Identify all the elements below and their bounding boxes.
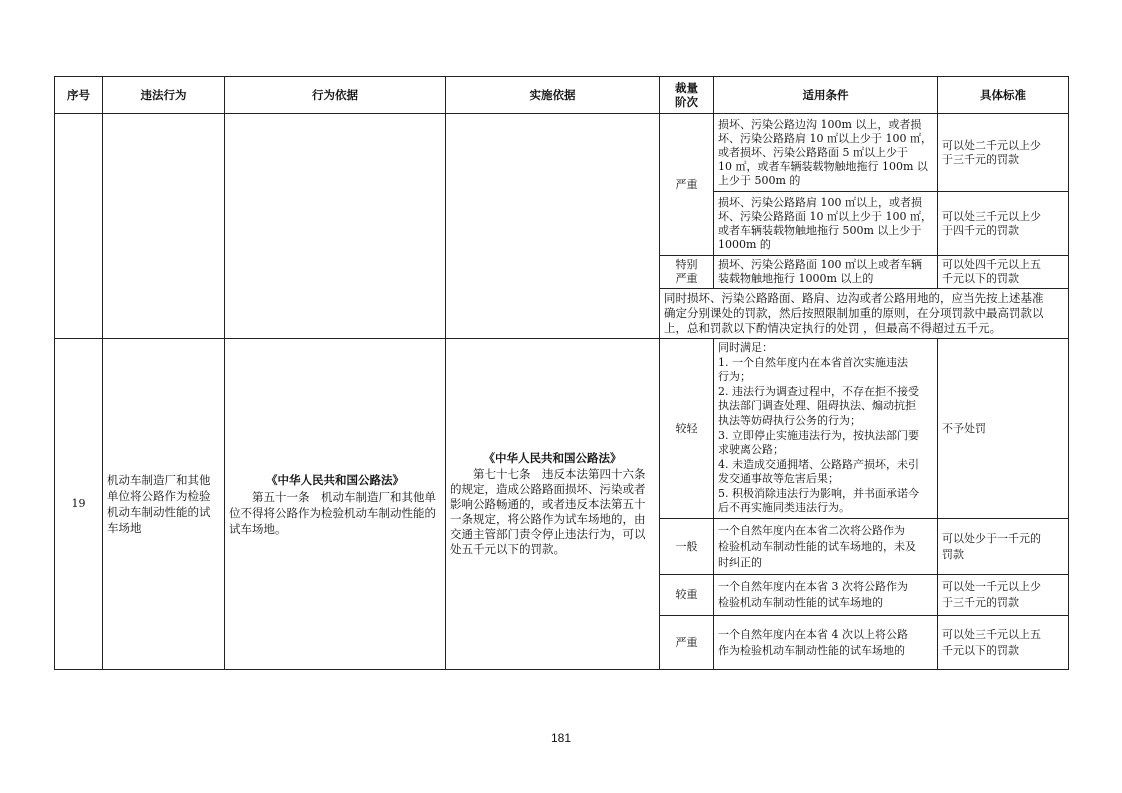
level-serious: 严重 xyxy=(660,114,714,256)
standard-cell xyxy=(938,192,1069,256)
header-violation: 违法行为 xyxy=(103,77,225,114)
standard-cell xyxy=(938,575,1069,616)
condition-cell xyxy=(714,519,938,575)
condition-cell xyxy=(714,192,938,256)
std-line: 于三千元的罚款 xyxy=(942,152,1019,166)
cond-line: 装载物触地拖行 1000m 以上的 xyxy=(718,272,874,285)
cont-violation-cell xyxy=(103,114,225,339)
header-seq: 序号 xyxy=(55,77,103,114)
cond-line: 执法部门调查处理、阻碍执法、煽动抗拒 xyxy=(718,399,916,413)
level-minor: 较轻 xyxy=(660,339,714,519)
cond-line: 发交通事故等危害后果； xyxy=(718,472,839,486)
cond-line: 或者车辆装载物触地拖行 500m 以上少于 xyxy=(718,223,922,237)
level-serious: 严重 xyxy=(660,616,714,670)
basis-text: 第五十一条 机动车制造厂和其他单位不得将公路作为检验机动车制动性能的试车场地。 xyxy=(229,489,436,536)
cond-line: 损坏、污染公路路肩 100 ㎡以上，或者损 xyxy=(718,195,922,209)
cond-line: 求驶离公路； xyxy=(718,443,784,457)
cond-line: 后不再实施同类违法行为。 xyxy=(718,501,850,515)
cond-line: 一个自然年度内在本省 3 次将公路作为 xyxy=(718,580,908,593)
cond-line: 一个自然年度内在本省二次将公路作为 xyxy=(718,523,905,537)
cont-impl-cell xyxy=(446,114,660,339)
row19-basis xyxy=(225,339,446,670)
cond-line: 2. 违法行为调查过程中，不存在拒不接受 xyxy=(718,384,919,398)
violation-line: 车场地 xyxy=(107,521,142,535)
level-line: 特别 xyxy=(675,258,698,271)
header-impl: 实施依据 xyxy=(446,77,660,114)
standard-cell xyxy=(938,256,1069,289)
cond-line: 执法等妨碍执行公务的行为； xyxy=(718,413,861,427)
std-line: 可以处少于一千元的 xyxy=(942,531,1041,545)
row19-impl xyxy=(446,339,660,670)
standard-cell xyxy=(938,616,1069,670)
basis-law-title: 《中华人民共和国公路法》 xyxy=(266,472,404,487)
std-line: 千元以下的罚款 xyxy=(942,272,1019,285)
page-number: 181 xyxy=(550,731,572,745)
cond-line: 4. 未造成交通拥堵、公路路产损坏，未引 xyxy=(718,457,919,471)
cond-line: 5. 积极消除违法行为影响，并书面承诺今 xyxy=(718,486,919,500)
condition-cell xyxy=(714,256,938,289)
cond-line: 1. 一个自然年度内在本省首次实施违法 xyxy=(718,355,908,369)
impl-text: 第七十七条 违反本法第四十六条的规定，造成公路路面损坏、污染或者影响公路畅通的，或者违反本法第五十一条规定，将公路作为试车场地的，由交通主管部门责令停止违法行为，可以处五千元以下的罚款。 xyxy=(450,467,646,556)
std-line: 罚款 xyxy=(942,547,964,561)
header-level xyxy=(660,77,714,114)
level-general: 一般 xyxy=(660,519,714,575)
header-level-line2: 阶次 xyxy=(675,95,698,109)
cond-line: 时纠正的 xyxy=(718,555,762,569)
cond-line: 检验机动车制动性能的试车场地的 xyxy=(718,596,883,609)
cond-line: 损坏、污染公路边沟 100m 以上，或者损 xyxy=(718,117,922,131)
header-condition: 适用条件 xyxy=(714,77,938,114)
level-special-serious xyxy=(660,256,714,289)
cond-line: 一个自然年度内在本省 4 次以上将公路 xyxy=(718,627,908,641)
level-line: 严重 xyxy=(675,272,698,285)
cond-line: 同时满足： xyxy=(718,340,773,354)
std-line: 可以处一千元以上少 xyxy=(942,580,1041,593)
cond-line: 坏、污染公路路面 10 ㎡以上少于 100 ㎡， xyxy=(718,209,932,223)
level-heavier: 较重 xyxy=(660,575,714,616)
cond-line: 检验机动车制动性能的试车场地的，未及 xyxy=(718,539,916,553)
note-cell xyxy=(660,289,1069,339)
note-line: 上，总和罚款以下酌情决定执行的处罚 ，但最高不得超过五千元。 xyxy=(664,321,1002,335)
note-line: 确定分别课处的罚款，然后按照限制加重的原则，在分项罚款中最高罚款以 xyxy=(664,306,1044,320)
std-line: 于三千元的罚款 xyxy=(942,596,1019,609)
cond-line: 作为检验机动车制动性能的试车场地的 xyxy=(718,643,905,657)
header-level-line1: 裁量 xyxy=(675,81,698,95)
cond-line: 1000m 的 xyxy=(718,237,771,251)
cond-line: 3. 立即停止实施违法行为，按执法部门要 xyxy=(718,428,919,442)
condition-cell xyxy=(714,616,938,670)
cont-basis-cell xyxy=(225,114,446,339)
std-line: 千元以下的罚款 xyxy=(942,643,1019,657)
std-line: 可以处三千元以上少 xyxy=(942,209,1041,223)
header-standard: 具体标准 xyxy=(938,77,1069,114)
violation-line: 机动车制造厂和其他 xyxy=(107,473,211,487)
cond-line: 损坏、污染公路路面 100 ㎡以上或者车辆 xyxy=(718,258,922,271)
standard-cell xyxy=(938,339,1069,519)
std-line: 于四千元的罚款 xyxy=(942,223,1019,237)
cond-line: 坏、污染公路路肩 10 ㎡以上少于 100 ㎡， xyxy=(718,131,932,145)
cond-line: 上少于 500m 的 xyxy=(718,173,801,187)
cond-line: 10 ㎡，或者车辆装载物触地拖行 100m 以 xyxy=(718,159,928,173)
condition-cell xyxy=(714,575,938,616)
row19-seq: 19 xyxy=(55,339,103,670)
impl-law-title: 《中华人民共和国公路法》 xyxy=(483,451,622,465)
condition-cell xyxy=(714,114,938,192)
std-line: 可以处四千元以上五 xyxy=(942,258,1041,271)
table-row xyxy=(55,114,1069,192)
violation-line: 单位将公路作为检验 xyxy=(107,489,211,503)
standard-cell xyxy=(938,519,1069,575)
std-line: 可以处二千元以上少 xyxy=(942,138,1041,152)
cond-line: 行为； xyxy=(718,370,751,384)
cond-line: 或者损坏、污染公路路面 5 ㎡以上少于 xyxy=(718,145,908,159)
cont-seq-cell xyxy=(55,114,103,339)
condition-cell xyxy=(714,339,938,519)
row19-violation xyxy=(103,339,225,670)
penalty-table xyxy=(54,76,1069,670)
std-line: 不予处罚 xyxy=(942,421,986,435)
header-row xyxy=(55,77,1069,114)
violation-line: 机动车制动性能的试 xyxy=(107,505,211,519)
header-basis: 行为依据 xyxy=(225,77,446,114)
standard-cell xyxy=(938,114,1069,192)
table-row xyxy=(55,339,1069,519)
std-line: 可以处三千元以上五 xyxy=(942,627,1041,641)
note-line: 同时损坏、污染公路路面、路肩、边沟或者公路用地的，应当先按上述基准 xyxy=(664,291,1044,305)
